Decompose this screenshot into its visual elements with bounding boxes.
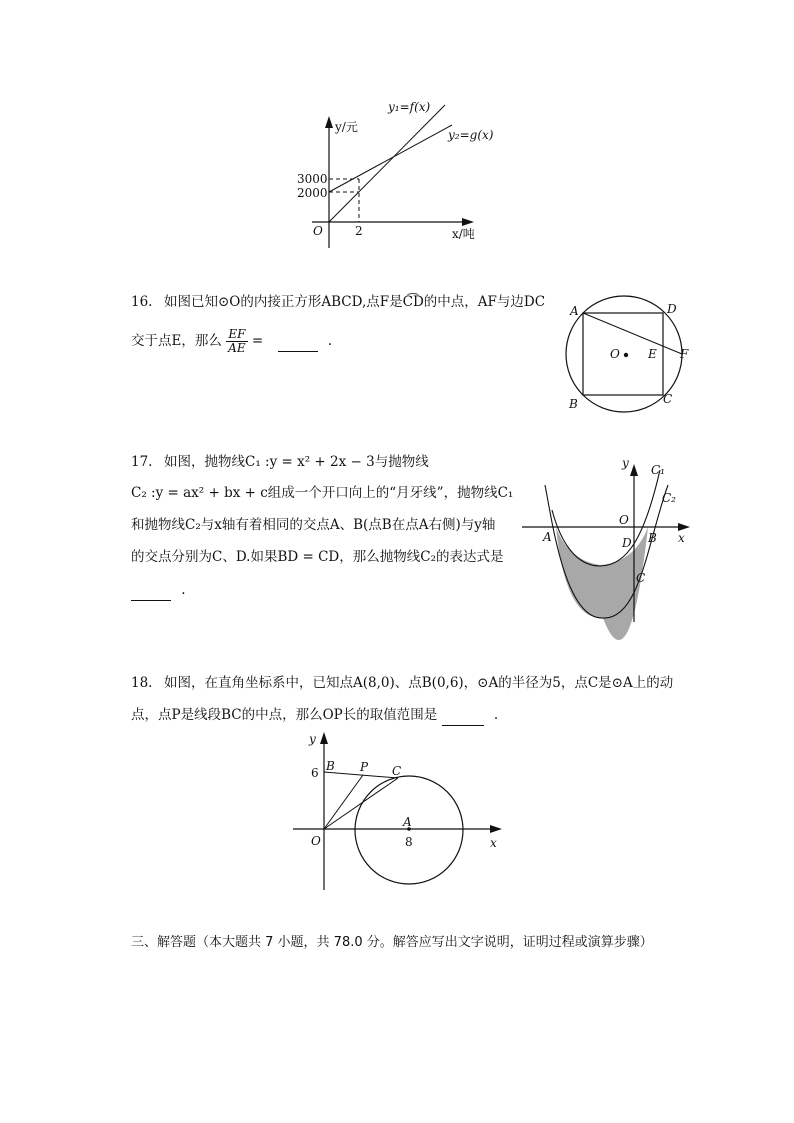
q15-x-label: x/吨 bbox=[452, 227, 475, 241]
q18-tick-8: 8 bbox=[405, 835, 413, 849]
q18-y-arrow bbox=[320, 732, 328, 744]
q18-x-arrow bbox=[490, 825, 502, 833]
q18-label-c: C bbox=[392, 764, 402, 778]
q18-label-p: P bbox=[360, 760, 369, 774]
q16-label-d: D bbox=[667, 302, 677, 316]
q18-end: . bbox=[493, 707, 499, 723]
q18-label-b: B bbox=[326, 759, 335, 773]
q17-line3: 和抛物线C₂与x轴有着相同的交点A、B(点B在点A右侧)与y轴 bbox=[131, 517, 496, 533]
q17-label-c2: C₂ bbox=[662, 491, 676, 505]
q15-origin: O bbox=[313, 224, 323, 238]
q17-label-d: D bbox=[622, 536, 632, 550]
q18-tick-6: 6 bbox=[311, 766, 319, 780]
q18-label-o: O bbox=[311, 834, 321, 848]
q16-label-b: B bbox=[569, 397, 578, 411]
q18-number: 18. bbox=[131, 675, 153, 691]
q17-label-a: A bbox=[543, 530, 552, 544]
q15-tick-3000: 3000 bbox=[297, 172, 328, 186]
q16-label-o: O bbox=[610, 347, 620, 361]
q17-number: 17. bbox=[131, 454, 153, 470]
q16-frac-den: AE bbox=[228, 341, 246, 355]
q17-end: . bbox=[181, 582, 186, 598]
q18-label-a: A bbox=[403, 815, 412, 829]
q15-tick-2000: 2000 bbox=[297, 186, 328, 200]
q18-segment-oc bbox=[324, 778, 398, 829]
q15-y-label: y/元 bbox=[335, 120, 358, 134]
q17-label-x: x bbox=[678, 531, 685, 545]
q17-label-o: O bbox=[619, 513, 629, 527]
q17-label-b: B bbox=[648, 531, 657, 545]
q16-line1: 如图已知⊙O的内接正方形ABCD,点F是C͡D的中点，AF与边DC bbox=[164, 294, 546, 310]
q18-label-x: x bbox=[490, 836, 497, 850]
q16-label-f: F bbox=[680, 347, 689, 361]
q16-number: 16. bbox=[131, 294, 153, 310]
q17-line1: 如图，抛物线C₁ :y = x² + 2x − 3与抛物线 bbox=[164, 454, 429, 470]
section3-heading: 三、解答题（本大题共 7 小题，共 78.0 分。解答应写出文字说明，证明过程或演算步骤） bbox=[131, 935, 653, 950]
q15-tick-x2: 2 bbox=[355, 224, 363, 238]
q15-line1-label: y₁=f(x) bbox=[388, 100, 431, 114]
q17-label-c1: C₁ bbox=[651, 463, 665, 477]
q17-label-y: y bbox=[622, 456, 629, 470]
q18-line1: 如图，在直角坐标系中，已知点A(8,0)、点B(0,6)，⊙A的半径为5，点C是⊙A上的动 bbox=[164, 675, 674, 691]
q17-line4: 的交点分别为C、D.如果BD = CD，那么抛物线C₂的表达式是 bbox=[131, 549, 504, 565]
q18-label-y: y bbox=[309, 732, 316, 746]
q16-label-c: C bbox=[663, 392, 673, 406]
q18-line2-prefix: 点，点P是线段BC的中点，那么OP长的取值范围是 bbox=[131, 707, 438, 723]
q16-label-e: E bbox=[648, 347, 657, 361]
q16-line2-prefix: 交于点E，那么 bbox=[131, 333, 222, 349]
q16-equals: = bbox=[251, 333, 264, 349]
q16-frac-num: EF bbox=[226, 328, 247, 342]
q16-label-a: A bbox=[570, 304, 579, 318]
q17-label-c: C bbox=[636, 571, 646, 585]
q16-end: . bbox=[327, 333, 333, 349]
q15-line2-label: y₂=g(x) bbox=[448, 128, 494, 142]
q17-line2: C₂ :y = ax² + bx + c组成一个开口向上的“月牙线”，抛物线C₁ bbox=[131, 485, 514, 501]
q18-segment-op bbox=[324, 775, 363, 829]
